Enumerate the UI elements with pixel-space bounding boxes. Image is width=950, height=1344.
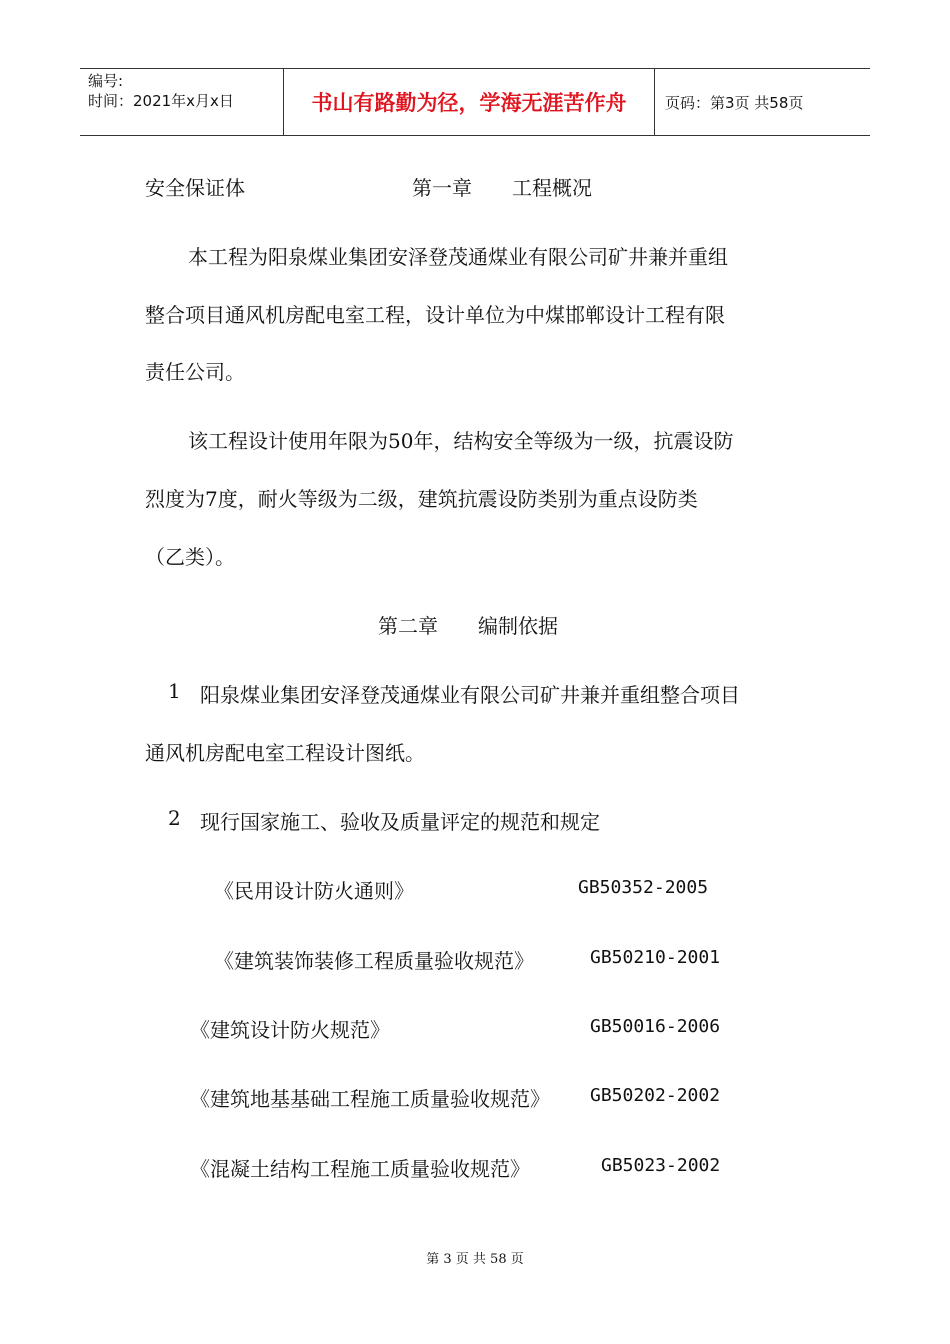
standard-code: GB50352-2005 <box>578 877 709 898</box>
header-meta <box>80 69 283 135</box>
item1-line2: 通风机房配电室工程设计图纸。 <box>145 741 425 765</box>
paragraph2-line1: 该工程设计使用年限为50年，结构安全等级为一级，抗震设防 <box>188 429 734 453</box>
chapter2-title: 第二章 编制依据 <box>378 614 558 638</box>
standard-name: 《建筑装饰装修工程质量验收规范》 <box>214 949 534 973</box>
standard-code: GB5023-2002 <box>601 1155 721 1176</box>
standard-code: GB50210-2001 <box>590 947 721 968</box>
chapter1-title: 第一章 工程概况 <box>412 176 592 200</box>
item2-number: 2 <box>168 806 181 830</box>
paragraph2-line2: 烈度为7度，耐火等级为二级，建筑抗震设防类别为重点设防类 <box>145 487 698 511</box>
item2-text: 现行国家施工、验收及质量评定的规范和规定 <box>200 810 600 834</box>
chapter1-prefix: 安全保证体 <box>145 176 245 200</box>
time-label: 时间：2021年x月x日 <box>88 92 234 110</box>
paragraph1-line3: 责任公司。 <box>145 360 245 384</box>
standard-code: GB50016-2006 <box>590 1016 721 1037</box>
paragraph1-line2: 整合项目通风机房配电室工程，设计单位为中煤邯郸设计工程有限 <box>145 303 725 327</box>
paragraph2-line3: （乙类）。 <box>145 545 235 569</box>
header-page-label: 页码：第3页 共58页 <box>665 93 804 112</box>
standard-name: 《建筑地基基础工程施工质量验收规范》 <box>190 1087 550 1111</box>
standard-name: 《混凝土结构工程施工质量验收规范》 <box>190 1157 530 1181</box>
paragraph1-line1: 本工程为阳泉煤业集团安泽登茂通煤业有限公司矿井兼并重组 <box>188 245 728 269</box>
page-header <box>80 68 870 136</box>
page-footer: 第 3 页 共 58 页 <box>426 1252 524 1267</box>
header-motto: 书山有路勤为径，学海无涯苦作舟 <box>283 69 655 135</box>
standard-name: 《民用设计防火通则》 <box>214 879 414 903</box>
item1-number: 1 <box>168 679 181 703</box>
item1-line1: 阳泉煤业集团安泽登茂通煤业有限公司矿井兼并重组整合项目 <box>200 683 740 707</box>
standard-name: 《建筑设计防火规范》 <box>190 1018 390 1042</box>
code-label: 编号: <box>88 72 124 90</box>
standard-code: GB50202-2002 <box>590 1085 721 1106</box>
